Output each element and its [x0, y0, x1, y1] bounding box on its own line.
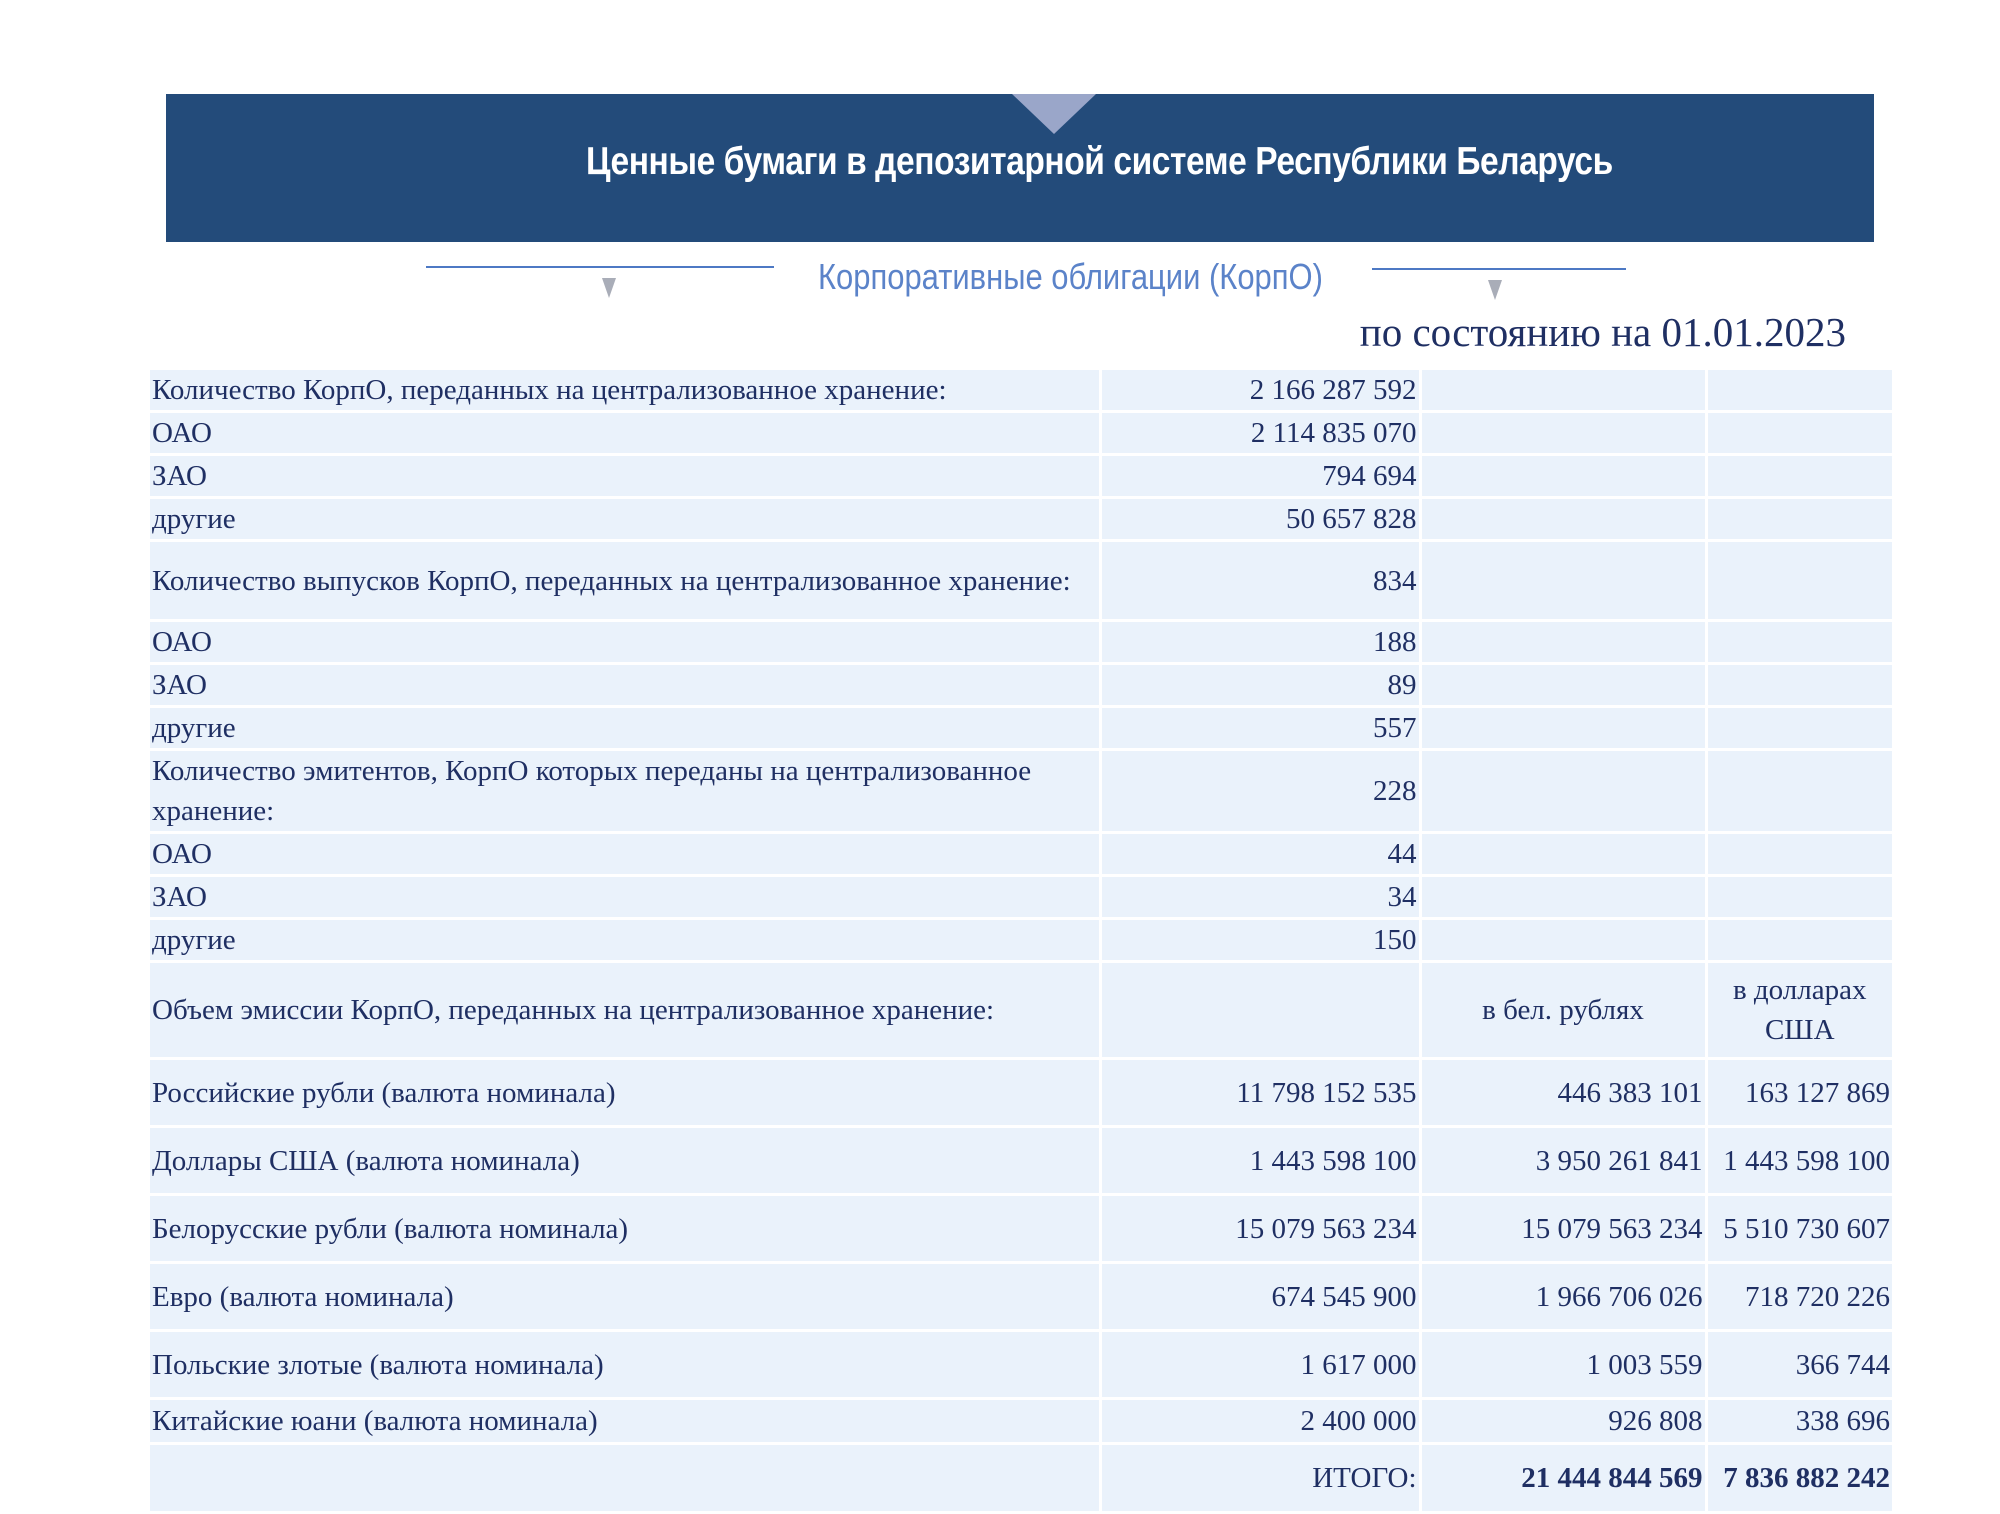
table-row [150, 750, 1892, 833]
table-row [150, 370, 1892, 412]
empty-cell [1706, 498, 1892, 541]
triangle-down-icon [1488, 280, 1502, 300]
empty-cell [1420, 498, 1706, 541]
as-of-date: по состоянию на 01.01.2023 [1359, 309, 1846, 355]
byn-value: 15 079 563 234 [1420, 1195, 1706, 1263]
nominal-value: 1 617 000 [1100, 1331, 1420, 1399]
table-row [150, 664, 1892, 707]
table-row [150, 498, 1892, 541]
row-value: 34 [1100, 876, 1420, 919]
row-label: ОАО [150, 412, 1100, 455]
table-row [150, 707, 1892, 750]
row-value: 89 [1100, 664, 1420, 707]
usd-value: 5 510 730 607 [1706, 1195, 1892, 1263]
subtitle-rule-right [1372, 268, 1626, 270]
empty-cell [1420, 707, 1706, 750]
row-value: 2 114 835 070 [1100, 412, 1420, 455]
total-label: ИТОГО: [1100, 1444, 1420, 1513]
volume-header-label: Объем эмиссии КорпО, переданных на централизованное хранение: [150, 962, 1100, 1059]
row-label: Количество выпусков КорпО, переданных на централизованное хранение: [150, 541, 1100, 621]
currency-label: Российские рубли (валюта номинала) [150, 1059, 1100, 1127]
empty-cell [1706, 833, 1892, 876]
subtitle-rule-left [426, 266, 774, 268]
table-row [150, 1399, 1892, 1444]
row-value: 44 [1100, 833, 1420, 876]
row-label: другие [150, 919, 1100, 962]
empty-cell [1706, 919, 1892, 962]
currency-label: Китайские юани (валюта номинала) [150, 1399, 1100, 1444]
empty-cell [1420, 370, 1706, 412]
empty-cell [1420, 664, 1706, 707]
usd-value: 366 744 [1706, 1331, 1892, 1399]
banner-notch-decoration [1012, 94, 1096, 134]
empty-cell [1706, 750, 1892, 833]
row-value: 150 [1100, 919, 1420, 962]
table-row [150, 455, 1892, 498]
table-row [150, 1263, 1892, 1331]
section-subtitle: Корпоративные облигации (КорпО) [818, 256, 1323, 297]
empty-cell [150, 1444, 1100, 1513]
usd-value: 1 443 598 100 [1706, 1127, 1892, 1195]
currency-label: Польские злотые (валюта номинала) [150, 1331, 1100, 1399]
row-label: Количество эмитентов, КорпО которых переданы на централизованное хранение: [150, 750, 1100, 833]
total-row [150, 1444, 1892, 1513]
table-row [150, 1059, 1892, 1127]
table-row [150, 412, 1892, 455]
byn-value: 1 966 706 026 [1420, 1263, 1706, 1331]
row-value: 188 [1100, 621, 1420, 664]
table-row [150, 1195, 1892, 1263]
empty-cell [1420, 455, 1706, 498]
byn-value: 446 383 101 [1420, 1059, 1706, 1127]
total-usd: 7 836 882 242 [1706, 1444, 1892, 1513]
empty-cell [1706, 370, 1892, 412]
row-label: ЗАО [150, 455, 1100, 498]
empty-cell [1706, 664, 1892, 707]
empty-cell [1420, 833, 1706, 876]
empty-cell [1706, 455, 1892, 498]
empty-cell [1420, 876, 1706, 919]
triangle-down-icon [602, 278, 616, 298]
row-value: 834 [1100, 541, 1420, 621]
table-row [150, 1331, 1892, 1399]
table-row [150, 876, 1892, 919]
row-value: 50 657 828 [1100, 498, 1420, 541]
usd-value: 718 720 226 [1706, 1263, 1892, 1331]
empty-cell [1420, 541, 1706, 621]
empty-cell [1420, 412, 1706, 455]
volume-header-row [150, 962, 1892, 1059]
empty-cell [1706, 621, 1892, 664]
empty-cell [1706, 707, 1892, 750]
row-value: 794 694 [1100, 455, 1420, 498]
total-byn: 21 444 844 569 [1420, 1444, 1706, 1513]
empty-cell [1420, 621, 1706, 664]
empty-cell [1420, 919, 1706, 962]
bonds-report-table [150, 370, 1892, 1514]
table-row [150, 833, 1892, 876]
empty-cell [1420, 750, 1706, 833]
currency-label: Белорусские рубли (валюта номинала) [150, 1195, 1100, 1263]
byn-value: 1 003 559 [1420, 1331, 1706, 1399]
row-value: 557 [1100, 707, 1420, 750]
byn-value: 926 808 [1420, 1399, 1706, 1444]
usd-value: 338 696 [1706, 1399, 1892, 1444]
nominal-value: 2 400 000 [1100, 1399, 1420, 1444]
column-header-byn: в бел. рублях [1420, 962, 1706, 1059]
empty-cell [1706, 412, 1892, 455]
table-row [150, 541, 1892, 621]
nominal-value: 674 545 900 [1100, 1263, 1420, 1331]
nominal-value: 1 443 598 100 [1100, 1127, 1420, 1195]
page-title: Ценные бумаги в депозитарной системе Республики Беларусь [586, 140, 1613, 183]
nominal-value: 11 798 152 535 [1100, 1059, 1420, 1127]
row-label: другие [150, 707, 1100, 750]
nominal-value: 15 079 563 234 [1100, 1195, 1420, 1263]
row-label: Количество КорпО, переданных на централизованное хранение: [150, 370, 1100, 412]
table-row [150, 1127, 1892, 1195]
row-value: 228 [1100, 750, 1420, 833]
table-row [150, 919, 1892, 962]
table-row [150, 621, 1892, 664]
usd-value: 163 127 869 [1706, 1059, 1892, 1127]
empty-cell [1706, 876, 1892, 919]
currency-label: Доллары США (валюта номинала) [150, 1127, 1100, 1195]
column-header-usd: в долларах США [1706, 962, 1892, 1059]
row-label: ОАО [150, 833, 1100, 876]
currency-label: Евро (валюта номинала) [150, 1263, 1100, 1331]
row-label: ОАО [150, 621, 1100, 664]
byn-value: 3 950 261 841 [1420, 1127, 1706, 1195]
empty-cell [1706, 541, 1892, 621]
empty-cell [1100, 962, 1420, 1059]
row-label: ЗАО [150, 664, 1100, 707]
row-label: ЗАО [150, 876, 1100, 919]
row-value: 2 166 287 592 [1100, 370, 1420, 412]
row-label: другие [150, 498, 1100, 541]
